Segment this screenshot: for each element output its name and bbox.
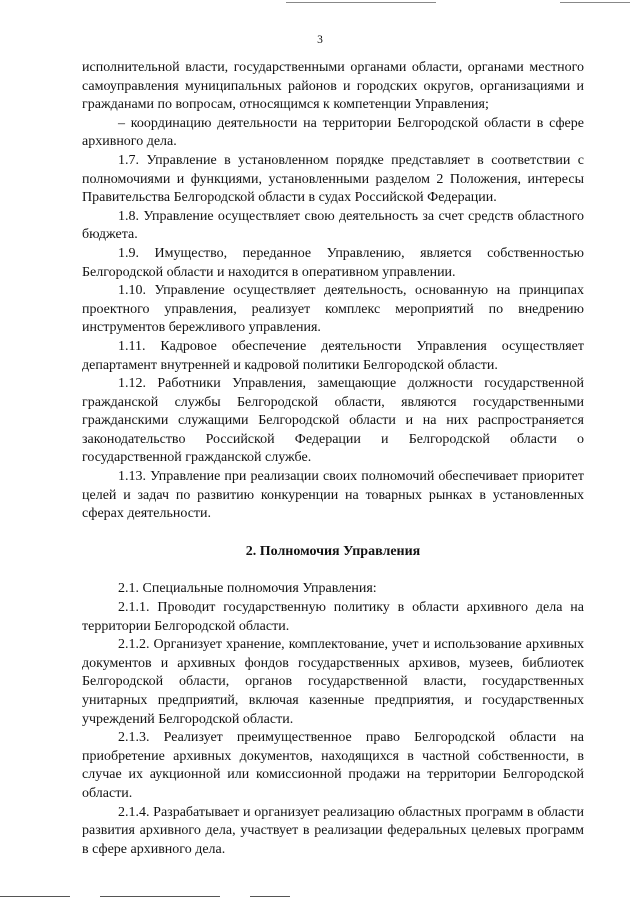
paragraph-1-11: 1.11. Кадровое обеспечение деятельности Управления осуществляет департамент внутренней и кадровой политики Белгородской области. [82,338,584,373]
scan-edge-line [250,896,290,897]
paragraph-2-1: 2.1. Специальные полномочия Управления: [118,581,377,597]
paragraph-1-7: 1.7. Управление в установленном порядке представляет в соответствии с полномочиями и функциями, установленными разделом 2 Положения, интересы Правительства Белгородской области в судах Российской Федерации. [82,152,584,206]
paragraph-2-1-1: 2.1.1. Проводит государственную политику в области архивного дела на территории Белгородской области. [82,600,584,634]
paragraph-2-1-3: 2.1.3. Реализует преимущественное право Белгородской области на приобретение архивных документов, находящихся в частной собственности, в случае их аукционной или комиссионной продажи на территории Белгородской области. [82,730,584,801]
paragraph: – координацию деятельности на территории Белгородской области в сфере архивного дела. [82,115,584,150]
scan-edge-line [0,896,70,897]
scan-edge-line [286,2,436,3]
page-number: 3 [317,34,323,46]
scan-edge-line [560,2,630,3]
paragraph-1-10: 1.10. Управление осуществляет деятельность, основанную на принципах проектного управления, реализует комплекс мероприятий по внедрению инструментов бережливого управления. [82,283,584,336]
paragraph: исполнительной власти, государственными органами области, органами местного самоуправления муниципальных районов и городских округов, организациями и гражданами по вопросам, относящимся к компетенции Управления; [82,60,584,113]
section-heading: 2. Полномочия Управления [245,543,421,559]
paragraph-2-1-2: 2.1.2. Организует хранение, комплектование, учет и использование архивных документов и архивных фондов государственных архивов, музеев, библиотек Белгородской области, органов государственной власти, государственных унитарных предприятий, включая казенные предприятия, и государственных учреждений Белгородской области. [82,637,584,727]
paragraph-1-8: 1.8. Управление осуществляет свою деятельность за счет средств областного бюджета. [82,208,584,243]
paragraph-1-9: 1.9. Имущество, переданное Управлению, является собственностью Белгородской области и находится в оперативном управлении. [82,245,584,280]
paragraph-2-1-4: 2.1.4. Разрабатывает и организует реализацию областных программ в области развития архивного дела, участвует в реализации федеральных целевых программ в сфере архивного дела. [82,804,584,857]
scan-edge-line [100,896,220,897]
paragraph-1-12: 1.12. Работники Управления, замещающие должности государственной гражданской службы Белгородской области, являются государственными гражданскими служащими Белгородской области и на них распространяется законодательство Российской Федерации и Белгородской области о государственной гражданской службе. [82,376,584,466]
paragraph-1-13: 1.13. Управление при реализации своих полномочий обеспечивает приоритет целей и задач по развитию конкуренции на товарных рынках в установленных сферах деятельности. [82,469,584,522]
document-body [82,59,584,859]
